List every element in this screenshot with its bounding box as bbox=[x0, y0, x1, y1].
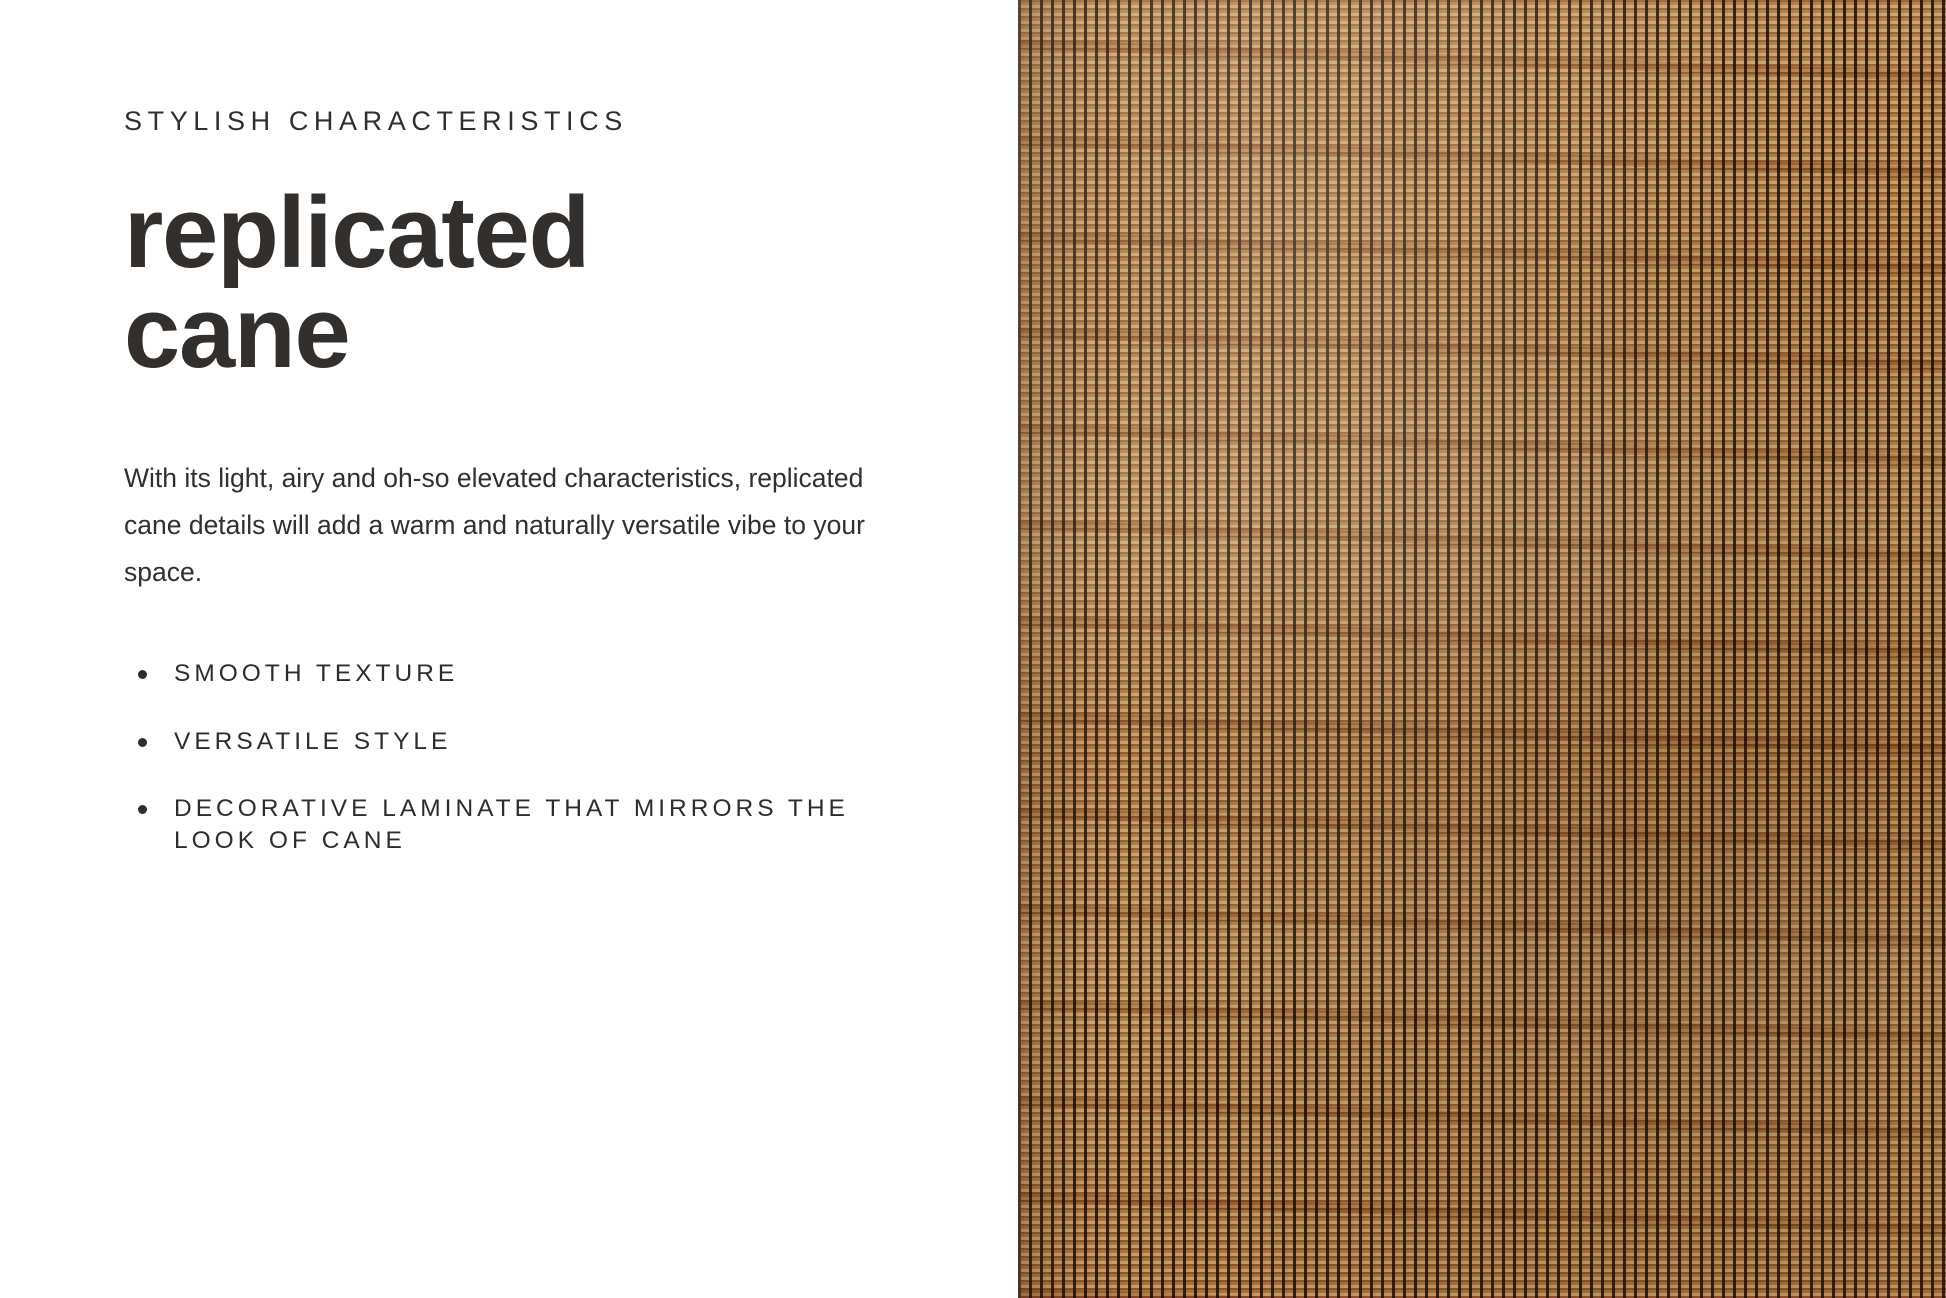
cane-weave-texture-image bbox=[1018, 0, 1946, 1298]
feature-list bbox=[124, 658, 908, 855]
list-item: DECORATIVE LAMINATE THAT MIRRORS THE LOOK OF CANE bbox=[124, 793, 908, 856]
list-item: VERSATILE STYLE bbox=[124, 726, 908, 757]
body-paragraph: With its light, airy and oh-so elevated characteristics, replicated cane details will add a warm and naturally versatile vibe to your space. bbox=[124, 462, 865, 588]
page-title: replicated cane bbox=[124, 177, 590, 389]
image-left-edge bbox=[1018, 0, 1021, 1298]
eyebrow-label: STYLISH CHARACTERISTICS bbox=[124, 106, 628, 136]
weave-shading-overlay bbox=[1018, 0, 1946, 1298]
list-item: SMOOTH TEXTURE bbox=[124, 658, 908, 689]
